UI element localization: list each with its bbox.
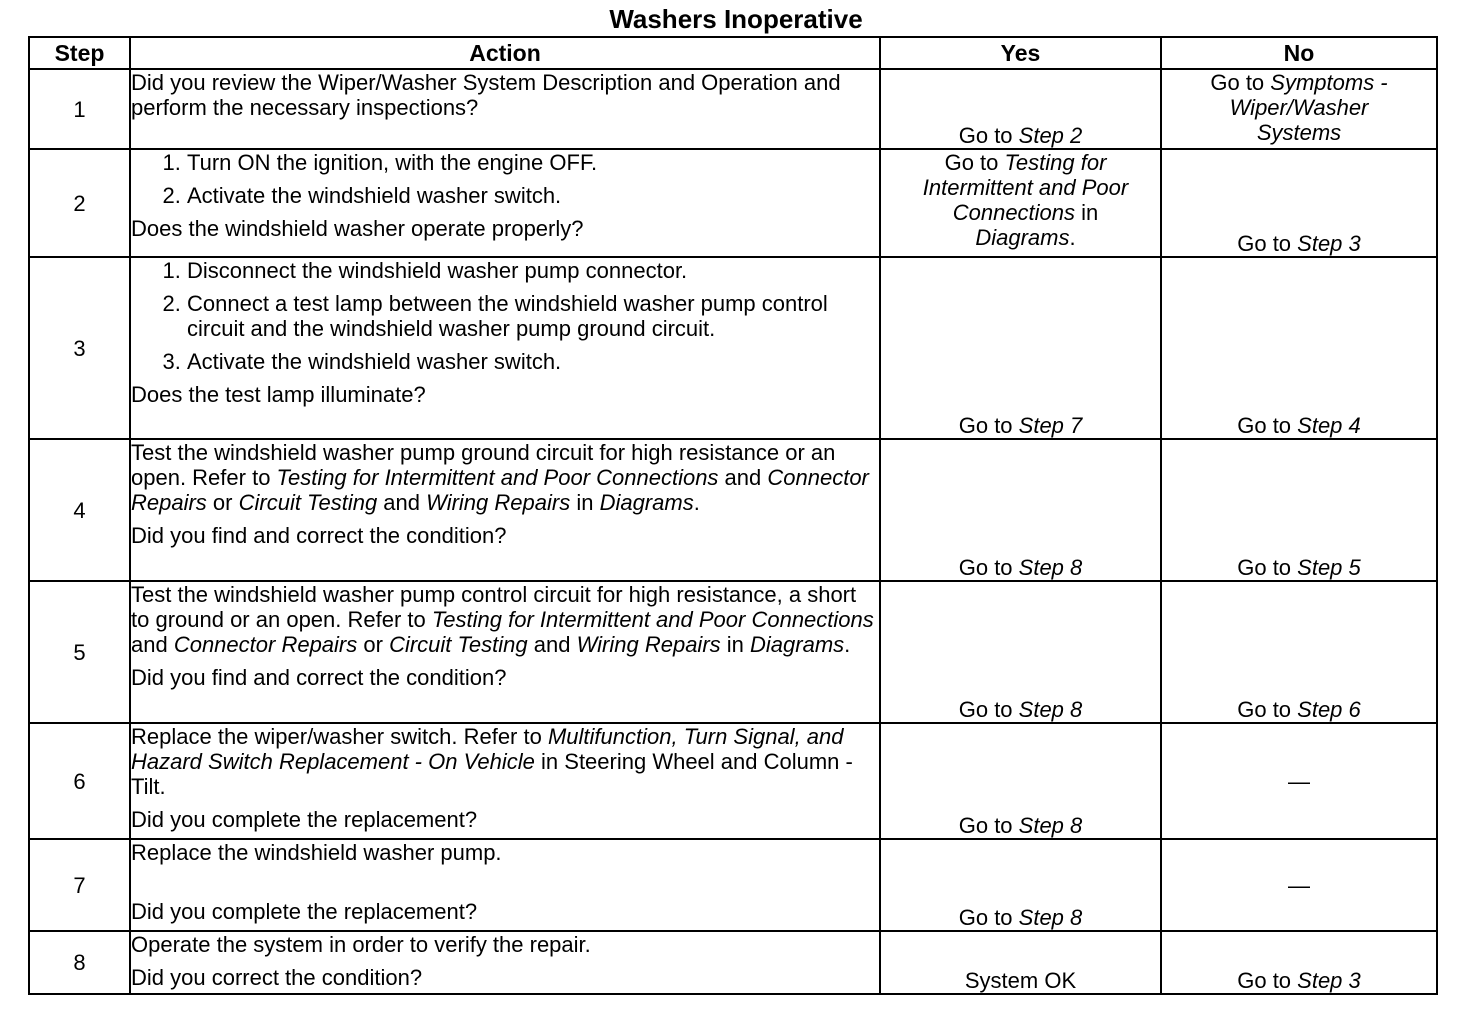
table-row [29,723,1437,839]
yes-cell [880,723,1161,839]
reference-link-text: Diagrams [750,632,845,657]
step-number: 7 [29,839,130,931]
table-row [29,257,1437,439]
no-prefix: Go to [1237,231,1298,256]
table-row [29,931,1437,994]
table-row [29,439,1437,581]
action-text-part: Test the windshield washer pump ground circuit for high resistance or an open. Refer to [131,440,836,490]
no-cell [1161,149,1437,257]
yes-prefix: Go to [958,555,1019,580]
reference-link-text: Connector Repairs [173,632,358,657]
action-text: Operate the system in order to verify the repair. [131,932,591,957]
action-text-part: . [693,490,700,515]
action-question: Did you complete the replacement? [131,807,478,832]
action-cell [130,69,880,149]
page-title: Washers Inoperative [609,4,863,34]
yes-prefix: Go to [944,150,1005,175]
no-step-ref: Step 4 [1297,413,1361,438]
action-question: Did you complete the replacement? [131,899,478,924]
reference-link-text: Connector Repairs [131,465,869,515]
step-number: 3 [29,257,130,439]
yes-cell [880,439,1161,581]
step-number: 2 [29,149,130,257]
action-text [131,582,879,657]
table-row [29,149,1437,257]
no-cell [1161,257,1437,439]
yes-cell [880,839,1161,931]
action-text-part: and [377,490,427,515]
action-text-part: and [131,632,174,657]
list-item: 2. Connect a test lamp between the windshield washer pump control circuit and the windshield washer pump ground circuit. [187,291,879,341]
no-step-ref: Step 3 [1297,231,1361,256]
action-text-part: and [718,465,768,490]
table-header-row [29,37,1437,69]
reference-link-text: Multifunction, Turn Signal, and Hazard Switch Replacement - On Vehicle [131,724,844,774]
yes-step-ref: Step 8 [1018,905,1083,930]
action-text-part: or [206,490,239,515]
diagnostic-table [28,36,1438,995]
action-cell [130,839,880,931]
yes-prefix: Go to [958,697,1019,722]
reference-link-text: Testing for Intermittent and Poor Connections [276,465,719,490]
no-cell [1161,69,1437,149]
action-text: Replace the windshield washer pump. [131,840,502,865]
action-text [131,724,879,799]
yes-mid: in [1075,200,1099,225]
no-prefix: Go to [1237,413,1298,438]
no-cell [1161,581,1437,723]
reference-link-text: Wiring Repairs [426,490,571,515]
no-prefix: Go to [1237,555,1298,580]
table-row [29,69,1437,149]
action-cell [130,581,880,723]
step-number: 4 [29,439,130,581]
step-number: 1 [29,69,130,149]
yes-cell [880,581,1161,723]
step-number: 8 [29,931,130,994]
yes-cell: System OK [880,931,1161,994]
action-text-part: Test the windshield washer pump control circuit for high resistance, a short to ground or an open. Refer to [131,582,857,632]
yes-cell [880,149,1161,257]
no-prefix: Go to [1237,968,1298,993]
action-text: Did you review the Wiper/Washer System Description and Operation and perform the necessary inspections? [131,70,841,120]
action-steps-list [131,150,879,208]
action-cell [130,723,880,839]
yes-prefix: Go to [958,813,1019,838]
no-cell: — [1161,723,1437,839]
reference-link-text: Diagrams [599,490,694,515]
no-step-ref: Step 5 [1297,555,1361,580]
yes-end: . [1069,225,1076,250]
action-cell [130,257,880,439]
yes-step-ref: Step 2 [1018,123,1083,148]
table-row [29,839,1437,931]
yes-prefix: Go to [958,413,1019,438]
no-ref: Symptoms - Wiper/Washer Systems [1229,70,1388,145]
yes-step-ref: Step 8 [1018,555,1083,580]
yes-ref2: Diagrams [975,225,1070,250]
yes-cell [880,257,1161,439]
action-text-part: or [357,632,390,657]
yes-cell [880,69,1161,149]
reference-link-text: Testing for Intermittent and Poor Connections [431,607,874,632]
action-content [131,840,879,924]
action-cell [130,439,880,581]
no-step-ref: Step 6 [1297,697,1361,722]
list-item: 3. Activate the windshield washer switch. [187,349,879,374]
no-cell: — [1161,839,1437,931]
list-item: 1. Disconnect the windshield washer pump connector. [187,258,879,283]
action-text [131,440,879,515]
no-prefix: Go to [1237,697,1298,722]
no-cell [1161,439,1437,581]
yes-step-ref: Step 8 [1018,813,1083,838]
table-row [29,581,1437,723]
no-step-ref: Step 3 [1297,968,1361,993]
action-text-part: in [720,632,751,657]
action-text-part: and [527,632,577,657]
action-steps-list [131,258,879,374]
yes-ref: Testing for Intermittent and Poor Connections [922,150,1129,225]
list-item: 2. Activate the windshield washer switch. [187,183,879,208]
step-number: 5 [29,581,130,723]
action-question: Does the windshield washer operate properly? [131,216,584,241]
action-question: Did you correct the condition? [131,965,423,990]
action-cell [130,149,880,257]
action-question: Did you find and correct the condition? [131,665,507,690]
action-question: Does the test lamp illuminate? [131,382,426,407]
action-text-part: in Steering Wheel and Column - Tilt. [131,749,853,799]
header-action: Action [130,37,880,69]
no-prefix: Go to [1210,70,1271,95]
reference-link-text: Wiring Repairs [576,632,721,657]
reference-link-text: Circuit Testing [238,490,378,515]
header-yes: Yes [880,37,1161,69]
action-question: Did you find and correct the condition? [131,523,507,548]
header-step: Step [29,37,130,69]
action-text-part: . [844,632,851,657]
yes-prefix: Go to [958,123,1019,148]
yes-prefix: Go to [958,905,1019,930]
yes-step-ref: Step 8 [1018,697,1083,722]
no-cell [1161,931,1437,994]
yes-step-ref: Step 7 [1018,413,1083,438]
list-item: 1. Turn ON the ignition, with the engine OFF. [187,150,879,175]
step-number: 6 [29,723,130,839]
action-text-part: in [570,490,600,515]
reference-link-text: Circuit Testing [389,632,528,657]
header-no: No [1161,37,1437,69]
action-text-part: Replace the wiper/washer switch. Refer to [131,724,548,749]
action-cell [130,931,880,994]
